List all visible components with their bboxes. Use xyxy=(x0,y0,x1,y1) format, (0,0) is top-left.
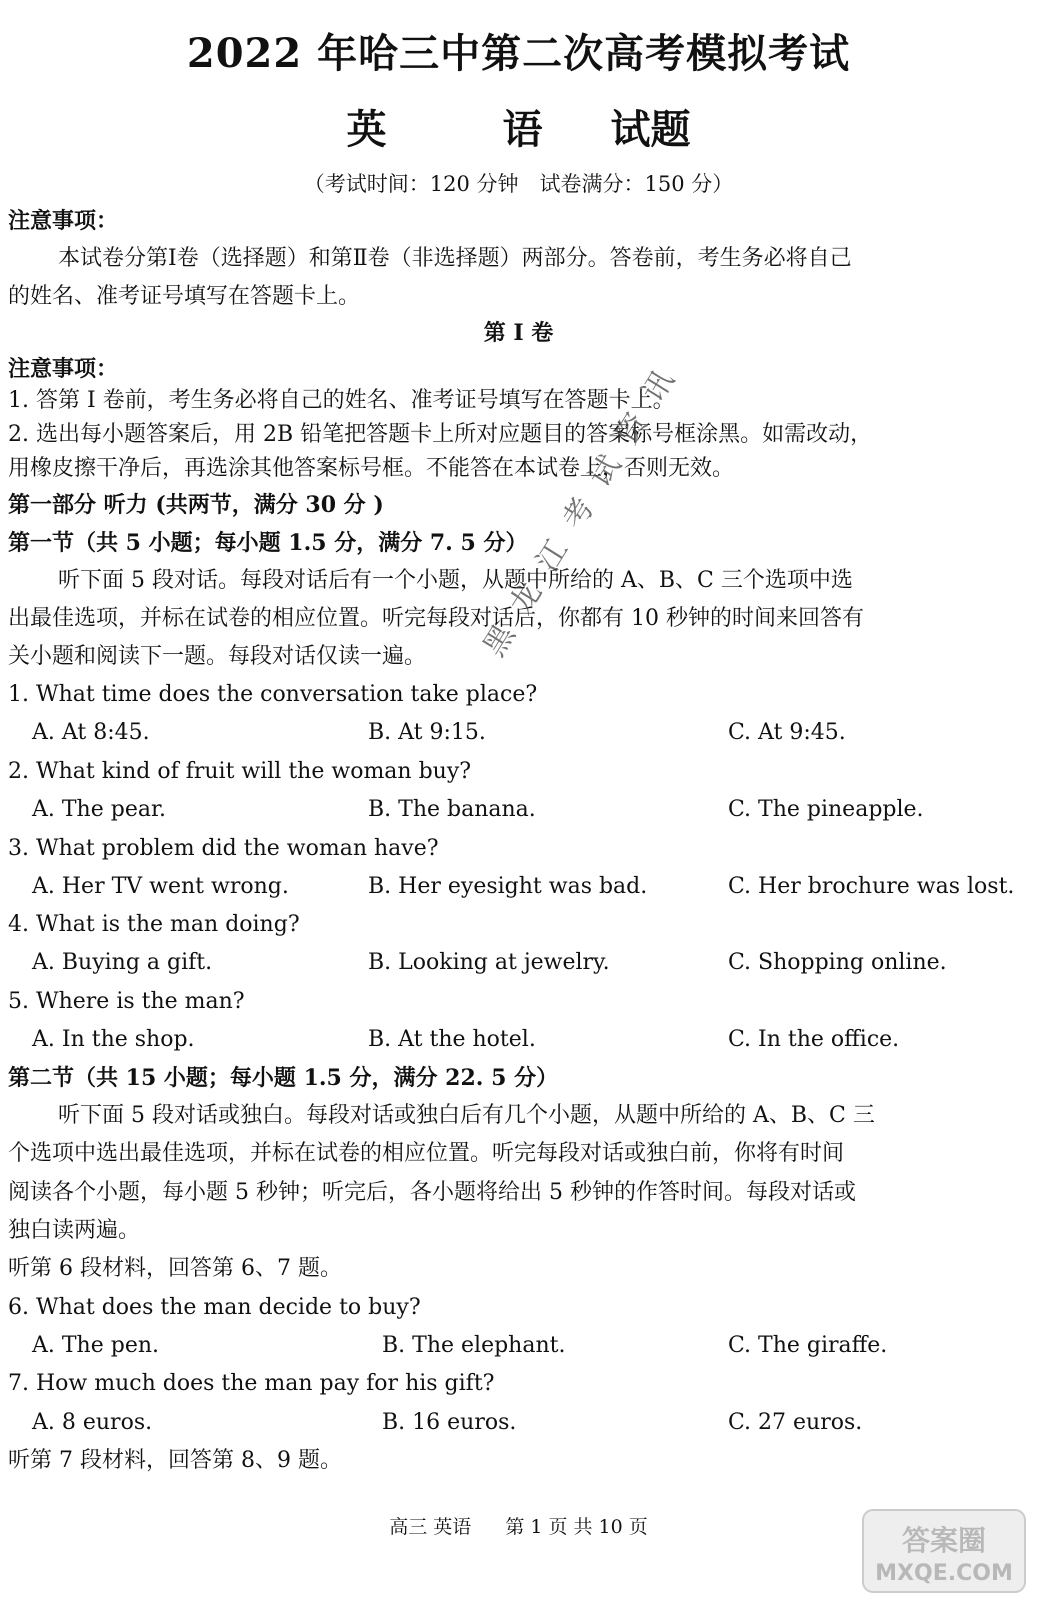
section-instruction: 出最佳选项，并标在试卷的相应位置。听完每段对话后，你都有 10 秒钟的时间来回答有 xyxy=(8,606,864,631)
option-a: A. The pen. xyxy=(32,1333,159,1358)
option-a: A. Her TV went wrong. xyxy=(32,874,289,899)
notice-heading: 注意事项： xyxy=(8,356,119,382)
notice-text-line: 的姓名、准考证号填写在答题卡上。 xyxy=(8,284,361,309)
notice-text-line: 本试卷分第Ⅰ卷（选择题）和第Ⅱ卷（非选择题）两部分。答卷前，考生务必将自己 xyxy=(58,246,852,271)
section-heading: 第一节（共 5 小题；每小题 1.5 分，满分 7. 5 分） xyxy=(8,530,528,556)
subject-suffix: 试题 xyxy=(610,106,691,153)
option-b: B. The elephant. xyxy=(382,1333,566,1358)
question-text: 5. Where is the man? xyxy=(8,989,245,1014)
question-text: 3. What problem did the woman have? xyxy=(8,836,439,861)
section-instruction: 个选项中选出最佳选项，并标在试卷的相应位置。听完每段对话或独白前，你将有时间 xyxy=(8,1141,845,1166)
option-c: C. In the office. xyxy=(728,1027,900,1052)
option-c: C. Her brochure was lost. xyxy=(728,874,1015,899)
section-instruction: 听下面 5 段对话或独白。每段对话或独白后有几个小题，从题中所给的 A、B、C 三 xyxy=(58,1103,875,1128)
section-heading: 第二节（共 15 小题；每小题 1.5 分，满分 22. 5 分） xyxy=(8,1065,559,1091)
footer-page-number: 第 1 页 共 10 页 xyxy=(505,1516,648,1538)
material-note: 听第 6 段材料，回答第 6、7 题。 xyxy=(8,1256,342,1281)
option-a: A. In the shop. xyxy=(32,1027,195,1052)
section-instruction: 独白读两遍。 xyxy=(8,1218,141,1243)
exam-title: 2022 年哈三中第二次高考模拟考试 xyxy=(186,30,851,77)
option-c: C. At 9:45. xyxy=(728,720,846,745)
section-instruction: 关小题和阅读下一题。每段对话仅读一遍。 xyxy=(8,644,427,669)
exam-info: （考试时间：120 分钟 试卷满分：150 分） xyxy=(303,172,734,196)
question-options xyxy=(0,1327,1037,1365)
option-a: A. 8 euros. xyxy=(32,1410,153,1435)
mxqe-logo xyxy=(859,1506,1029,1596)
section-instruction: 听下面 5 段对话。每段对话后有一个小题，从题中所给的 A、B、C 三个选项中选 xyxy=(58,568,853,593)
question-text: 1. What time does the conversation take place? xyxy=(8,682,538,707)
subject-name: 英 语 xyxy=(346,106,581,153)
footer-grade-subject: 高三 英语 xyxy=(389,1516,472,1538)
option-c: C. Shopping online. xyxy=(728,950,947,975)
material-note: 听第 7 段材料，回答第 8、9 题。 xyxy=(8,1448,342,1473)
notice-heading: 注意事项： xyxy=(8,208,119,234)
question-text: 7. How much does the man pay for his gift? xyxy=(8,1371,495,1396)
question-text: 4. What is the man doing? xyxy=(8,912,300,937)
option-a: A. The pear. xyxy=(32,797,167,822)
option-c: C. The giraffe. xyxy=(728,1333,888,1358)
question-options xyxy=(0,1404,1037,1442)
option-a: A. At 8:45. xyxy=(32,720,150,745)
option-c: C. The pineapple. xyxy=(728,797,924,822)
option-b: B. At the hotel. xyxy=(368,1027,536,1052)
option-c: C. 27 euros. xyxy=(728,1410,863,1435)
question-text: 6. What does the man decide to buy? xyxy=(8,1295,421,1320)
notice-item: 1. 答第 I 卷前，考生务必将自己的姓名、准考证号填写在答题卡上。 xyxy=(8,388,675,413)
option-b: B. At 9:15. xyxy=(368,720,486,745)
notice-item: 用橡皮擦干净后，再选涂其他答案标号框。不能答在本试卷上，否则无效。 xyxy=(8,456,735,481)
logo-text: 答案圈 xyxy=(901,1524,987,1557)
part-heading: 第一部分 听力 (共两节，满分 30 分 ) xyxy=(8,492,384,518)
question-options xyxy=(0,944,1037,982)
question-options xyxy=(0,868,1037,906)
option-b: B. The banana. xyxy=(368,797,536,822)
option-a: A. Buying a gift. xyxy=(32,950,213,975)
question-options xyxy=(0,714,1037,752)
volume-title: 第 I 卷 xyxy=(483,320,554,346)
question-text: 2. What kind of fruit will the woman buy? xyxy=(8,759,472,784)
subject-title xyxy=(0,98,1037,155)
option-b: B. Looking at jewelry. xyxy=(368,950,610,975)
option-b: B. Her eyesight was bad. xyxy=(368,874,648,899)
logo-url: MXQE.COM xyxy=(875,1561,1013,1586)
notice-item: 2. 选出每小题答案后，用 2B 铅笔把答题卡上所对应题目的答案标号框涂黑。如需改动， xyxy=(8,422,873,447)
question-options xyxy=(0,1021,1037,1059)
watermark-text: 黑龙江考试资讯 xyxy=(476,347,692,663)
option-b: B. 16 euros. xyxy=(382,1410,517,1435)
question-options xyxy=(0,791,1037,829)
section-instruction: 阅读各个小题，每小题 5 秒钟；听完后，各小题将给出 5 秒钟的作答时间。每段对话或 xyxy=(8,1180,856,1205)
